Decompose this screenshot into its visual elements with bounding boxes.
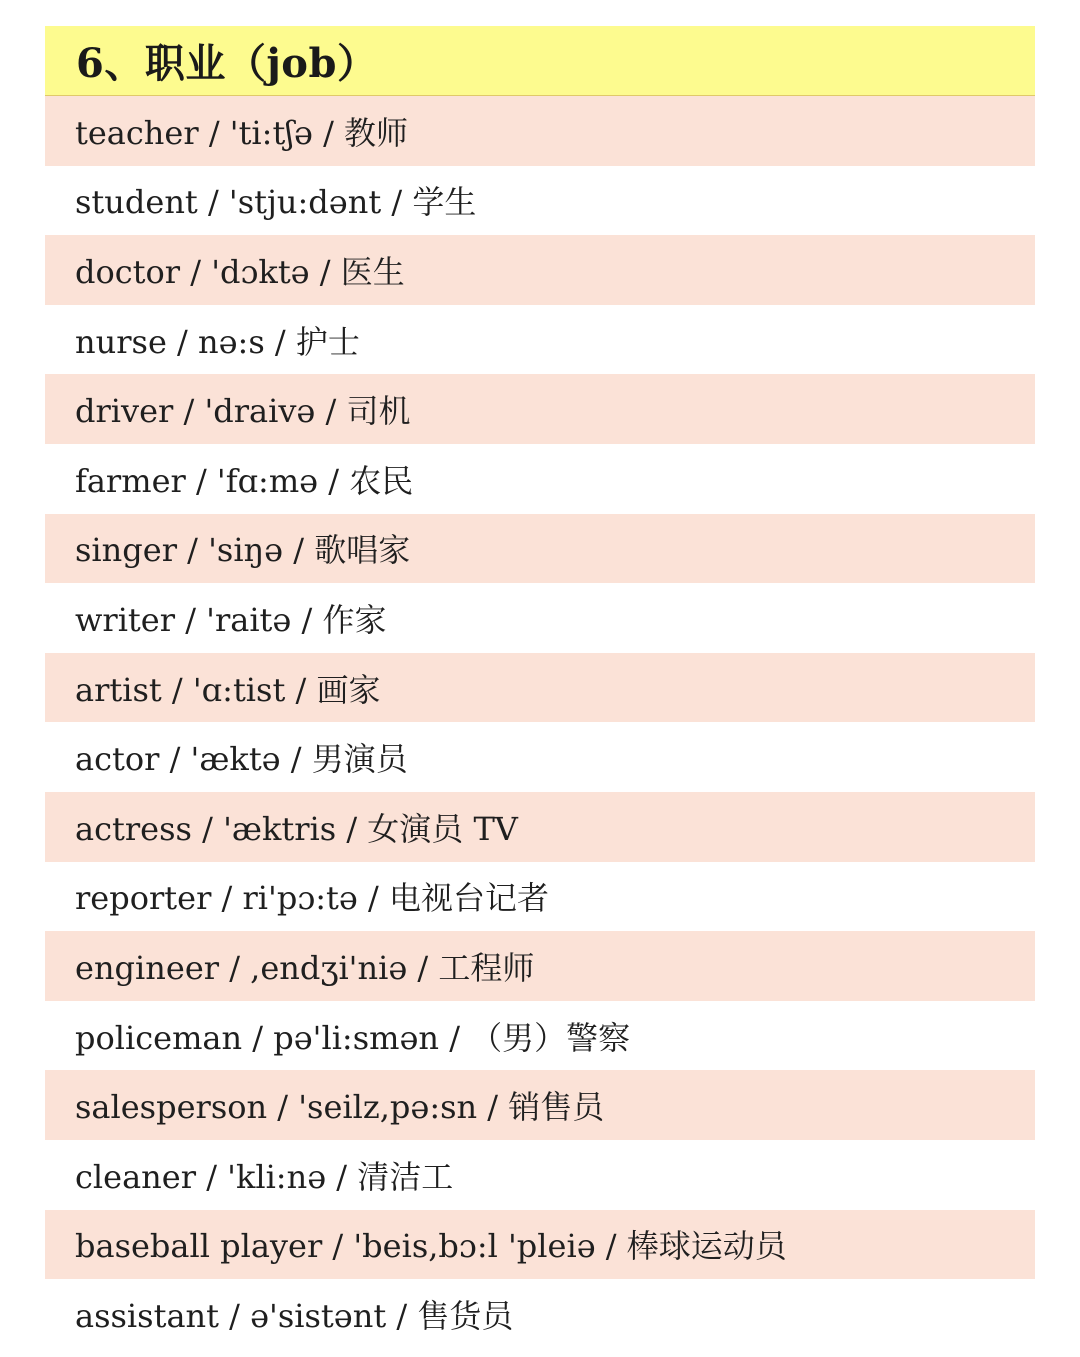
vocab-row bbox=[45, 514, 1035, 584]
vocab-row bbox=[45, 862, 1035, 932]
vocab-entry-text: farmer / 'fɑ:mə / 农民 bbox=[75, 461, 414, 500]
vocabulary-sheet bbox=[45, 26, 1035, 1349]
vocab-entry-text: policeman / pə'li:smən / （男）警察 bbox=[75, 1018, 631, 1057]
vocab-row bbox=[45, 1070, 1035, 1140]
vocab-row bbox=[45, 1210, 1035, 1280]
vocab-row bbox=[45, 444, 1035, 514]
vocab-entry-text: singer / 'siŋə / 歌唱家 bbox=[75, 531, 411, 570]
vocab-entry-text: actor / 'æktə / 男演员 bbox=[75, 740, 408, 779]
vocab-entry-text: driver / 'draivə / 司机 bbox=[75, 392, 411, 431]
vocabulary-list bbox=[45, 96, 1035, 1349]
section-title: 6、职业（job） bbox=[76, 40, 378, 87]
section-header bbox=[45, 26, 1035, 96]
vocab-entry-text: writer / 'raitə / 作家 bbox=[75, 600, 387, 639]
vocab-row bbox=[45, 1140, 1035, 1210]
vocab-row bbox=[45, 305, 1035, 375]
vocab-entry-text: teacher / 'ti:tʃə / 教师 bbox=[75, 113, 409, 152]
vocab-row bbox=[45, 166, 1035, 236]
vocab-entry-text: salesperson / 'seilz,pə:sn / 销售员 bbox=[75, 1088, 605, 1127]
vocab-row bbox=[45, 1279, 1035, 1349]
vocab-row bbox=[45, 931, 1035, 1001]
vocab-entry-text: baseball player / 'beis,bɔ:l 'pleiə / 棒球运动员 bbox=[75, 1227, 787, 1266]
vocab-row bbox=[45, 1001, 1035, 1071]
vocab-entry-text: cleaner / 'kli:nə / 清洁工 bbox=[75, 1157, 454, 1196]
vocab-row bbox=[45, 653, 1035, 723]
vocab-entry-text: doctor / 'dɔktə / 医生 bbox=[75, 252, 405, 291]
vocab-entry-text: artist / 'ɑ:tist / 画家 bbox=[75, 670, 381, 709]
vocab-row bbox=[45, 722, 1035, 792]
vocab-entry-text: engineer / ,endʒi'niə / 工程师 bbox=[75, 948, 535, 987]
vocab-row bbox=[45, 792, 1035, 862]
vocab-row bbox=[45, 235, 1035, 305]
vocab-entry-text: nurse / nə:s / 护士 bbox=[75, 322, 360, 361]
vocab-row bbox=[45, 583, 1035, 653]
vocab-row bbox=[45, 96, 1035, 166]
vocab-entry-text: actress / 'æktris / 女演员 TV bbox=[75, 809, 518, 848]
vocab-entry-text: reporter / ri'pɔ:tə / 电视台记者 bbox=[75, 879, 549, 918]
vocab-row bbox=[45, 374, 1035, 444]
vocab-entry-text: student / 'stju:dənt / 学生 bbox=[75, 183, 477, 222]
vocab-entry-text: assistant / ə'sistənt / 售货员 bbox=[75, 1296, 514, 1335]
